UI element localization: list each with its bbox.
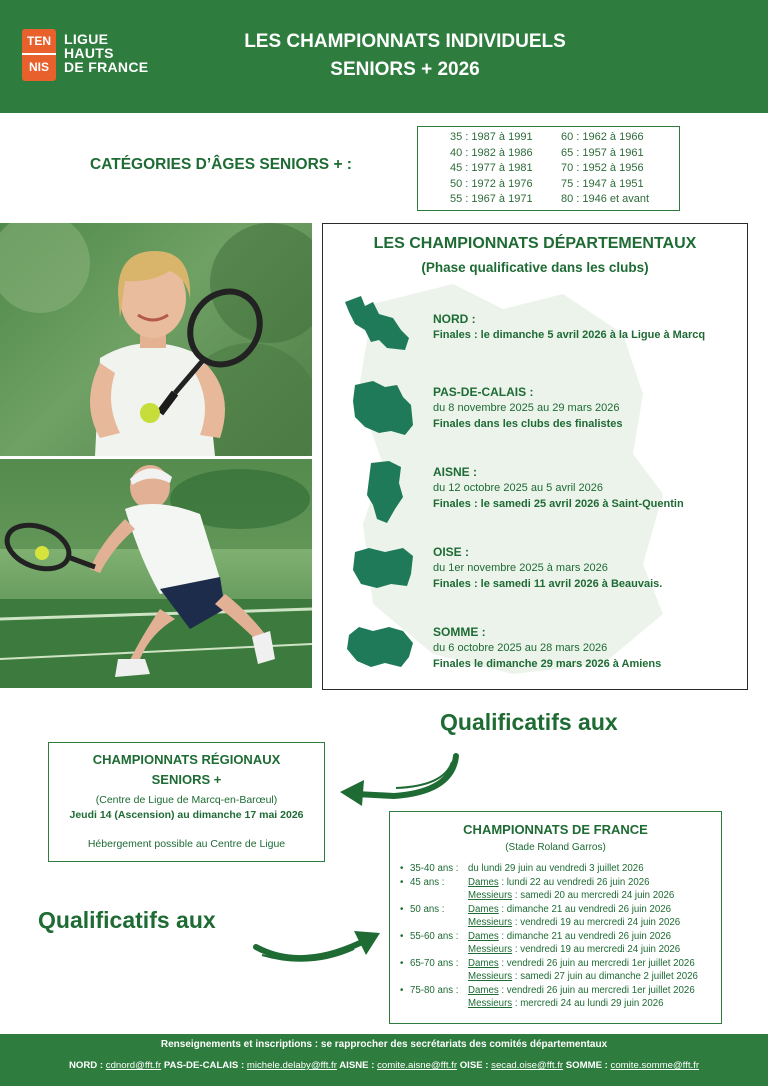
contact-email-link[interactable]: comite.somme@fft.fr: [610, 1060, 700, 1071]
league-name-line2: HAUTS: [64, 45, 114, 61]
footer-info: Renseignements et inscriptions : se rapprocher des secrétariats des comités départementaux: [160, 1039, 608, 1050]
contact-label: NORD :: [68, 1060, 106, 1071]
league-name: [64, 32, 148, 74]
schedule-dates: : lundi 22 au vendredi 26 juin 2026: [498, 876, 650, 888]
page-subtitle: SENIORS + 2026: [330, 59, 480, 80]
schedule-dates: : mercredi 24 au lundi 29 juin 2026: [512, 998, 664, 1009]
age-category: 50 : 1972 à 1976: [450, 177, 533, 190]
bullet-icon: •: [400, 957, 404, 969]
qualifiers-heading-bottom: Qualificatifs aux: [38, 907, 216, 933]
aisne-map-icon: [363, 459, 405, 525]
schedule-detail: [468, 997, 664, 1011]
age-group-label: 55-60 ans :: [410, 930, 459, 942]
age-group-label: 50 ans :: [410, 903, 445, 915]
pas-de-calais-dates: du 8 novembre 2025 au 29 mars 2026: [433, 402, 620, 414]
bullet-icon: •: [400, 903, 404, 915]
regional-venue: (Centre de Ligue de Marcq-en-Barœul): [95, 794, 278, 806]
contact-label: OISE :: [457, 1060, 492, 1071]
schedule-detail: [468, 984, 695, 998]
gender-label: Dames: [468, 903, 499, 915]
regional-championships-box: [48, 742, 325, 862]
departmental-title: LES CHAMPIONNATS DÉPARTEMENTAUX: [373, 235, 697, 252]
schedule-dates: : dimanche 21 au vendredi 26 juin 2026: [498, 930, 672, 942]
page-title: LES CHAMPIONNATS INDIVIDUELS: [244, 31, 566, 52]
regional-lodging: Hébergement possible au Centre de Ligue: [87, 838, 286, 850]
age-category: 65 : 1957 à 1961: [561, 146, 644, 159]
oise-finals: Finales : le samedi 11 avril 2026 à Beauvais.: [433, 578, 663, 590]
league-name-line3: DE FRANCE: [64, 59, 149, 75]
age-category: 75 : 1947 à 1951: [561, 177, 644, 190]
age-category: 60 : 1962 à 1966: [561, 131, 644, 143]
departmental-subtitle: (Phase qualificative dans les clubs): [421, 260, 649, 275]
gender-label: Dames: [468, 984, 499, 996]
contact-label: SOMME :: [563, 1060, 611, 1071]
tennis-logo: [22, 29, 56, 81]
contact-label: AISNE :: [336, 1060, 378, 1071]
regional-dates: Jeudi 14 (Ascension) au dimanche 17 mai 2026: [69, 809, 304, 821]
bullet-icon: •: [400, 930, 404, 942]
schedule-detail: [468, 889, 674, 903]
somme-finals: Finales le dimanche 29 mars 2026 à Amiens: [433, 658, 662, 670]
gender-label: Messieurs: [468, 890, 513, 901]
schedule-detail: [468, 862, 644, 876]
france-venue: (Stade Roland Garros): [505, 842, 606, 853]
gender-label: Dames: [468, 957, 499, 969]
age-categories-right-column: [561, 130, 649, 208]
age-group-label: 75-80 ans :: [410, 984, 459, 996]
schedule-detail: [468, 916, 680, 930]
schedule-detail: [468, 930, 671, 944]
contact-email-link[interactable]: michele.delaby@fft.fr: [246, 1060, 337, 1071]
bullet-icon: •: [400, 984, 404, 996]
contact-label: PAS-DE-CALAIS :: [161, 1060, 247, 1071]
gender-label: Messieurs: [468, 917, 513, 928]
oise-map-icon: [351, 544, 415, 590]
somme-map-icon: [345, 623, 417, 671]
gender-label: Messieurs: [468, 998, 513, 1009]
schedule-dates: : vendredi 19 au mercredi 24 juin 2026: [512, 917, 681, 928]
pas-de-calais-finals: Finales dans les clubs des finalistes: [433, 418, 623, 430]
aisne-dates: du 12 octobre 2025 au 5 avril 2026: [433, 482, 604, 494]
schedule-detail: [468, 903, 671, 917]
age-categories-label: CATÉGORIES D’ÂGES SENIORS + :: [90, 156, 352, 173]
france-title: CHAMPIONNATS DE FRANCE: [463, 822, 648, 837]
schedule-dates: du lundi 29 juin au vendredi 3 juillet 2026: [468, 863, 644, 874]
bullet-icon: •: [400, 863, 404, 874]
schedule-detail: [468, 957, 695, 971]
nord-finals: Finales : le dimanche 5 avril 2026 à la Ligue à Marcq: [433, 329, 706, 341]
schedule-dates: : vendredi 26 juin au mercredi 1er juillet 2026: [498, 984, 695, 996]
age-group-label: 65-70 ans :: [410, 957, 459, 969]
contact-email-link[interactable]: comite.aisne@fft.fr: [377, 1060, 458, 1071]
logo-top-text: TEN: [22, 29, 56, 55]
schedule-dates: : samedi 20 au mercredi 24 juin 2026: [512, 890, 675, 901]
arrow-to-france-icon: [250, 925, 385, 975]
age-categories-table: [417, 126, 680, 211]
schedule-dates: : vendredi 19 au mercredi 24 juin 2026: [512, 944, 681, 955]
oise-dates: du 1er novembre 2025 à mars 2026: [433, 562, 608, 574]
age-group-label: 35-40 ans :: [410, 863, 459, 874]
departmental-championships-box: [322, 223, 748, 690]
contact-email-link[interactable]: secad.oise@fft.fr: [491, 1060, 564, 1071]
photo-woman-tennis-player: [0, 223, 312, 456]
header-banner: [0, 0, 768, 113]
nord-name: NORD :: [433, 312, 476, 326]
aisne-finals: Finales : le samedi 25 avril 2026 à Saint-Quentin: [433, 498, 684, 510]
age-category: 45 : 1977 à 1981: [450, 162, 533, 175]
nord-map-icon: [343, 294, 413, 352]
logo-bottom-text: NIS: [28, 60, 49, 74]
league-name-line1: LIGUE: [64, 31, 109, 47]
regional-subtitle: SENIORS +: [151, 772, 222, 787]
footer-contacts: [0, 1060, 768, 1071]
schedule-detail: [468, 876, 650, 890]
age-group-label: 45 ans :: [410, 876, 445, 888]
photo-man-tennis-player: [0, 459, 312, 688]
somme-name: SOMME :: [433, 625, 486, 639]
france-championships-box: [389, 811, 722, 1024]
contact-email-link[interactable]: cdnord@fft.fr: [105, 1060, 162, 1071]
age-category: 70 : 1952 à 1956: [561, 162, 644, 175]
gender-label: Dames: [468, 876, 499, 888]
pas-de-calais-map-icon: [351, 379, 415, 437]
qualifiers-heading-top: Qualificatifs aux: [440, 709, 618, 735]
gender-label: Messieurs: [468, 944, 513, 955]
schedule-dates: : samedi 27 juin au dimanche 2 juillet 2026: [512, 971, 698, 982]
schedule-dates: : dimanche 21 au vendredi 26 juin 2026: [498, 903, 672, 915]
age-category: 40 : 1982 à 1986: [450, 146, 533, 159]
schedule-dates: : vendredi 26 juin au mercredi 1er juillet 2026: [498, 957, 695, 969]
schedule-detail: [468, 970, 698, 984]
gender-label: Dames: [468, 930, 499, 942]
footer-banner: [0, 1034, 768, 1086]
oise-name: OISE :: [433, 545, 470, 559]
gender-label: Messieurs: [468, 971, 513, 982]
age-category: 35 : 1987 à 1991: [450, 131, 533, 143]
somme-dates: du 6 octobre 2025 au 28 mars 2026: [433, 642, 608, 654]
age-categories-left-column: [450, 130, 533, 208]
schedule-detail: [468, 943, 680, 957]
pas-de-calais-name: PAS-DE-CALAIS :: [433, 385, 534, 399]
age-category: 55 : 1967 à 1971: [450, 193, 533, 206]
bullet-icon: •: [400, 876, 404, 888]
age-category: 80 : 1946 et avant: [561, 193, 650, 206]
aisne-name: AISNE :: [433, 465, 478, 479]
arrow-to-regional-icon: [334, 752, 464, 812]
regional-title: CHAMPIONNATS RÉGIONAUX: [92, 752, 281, 767]
